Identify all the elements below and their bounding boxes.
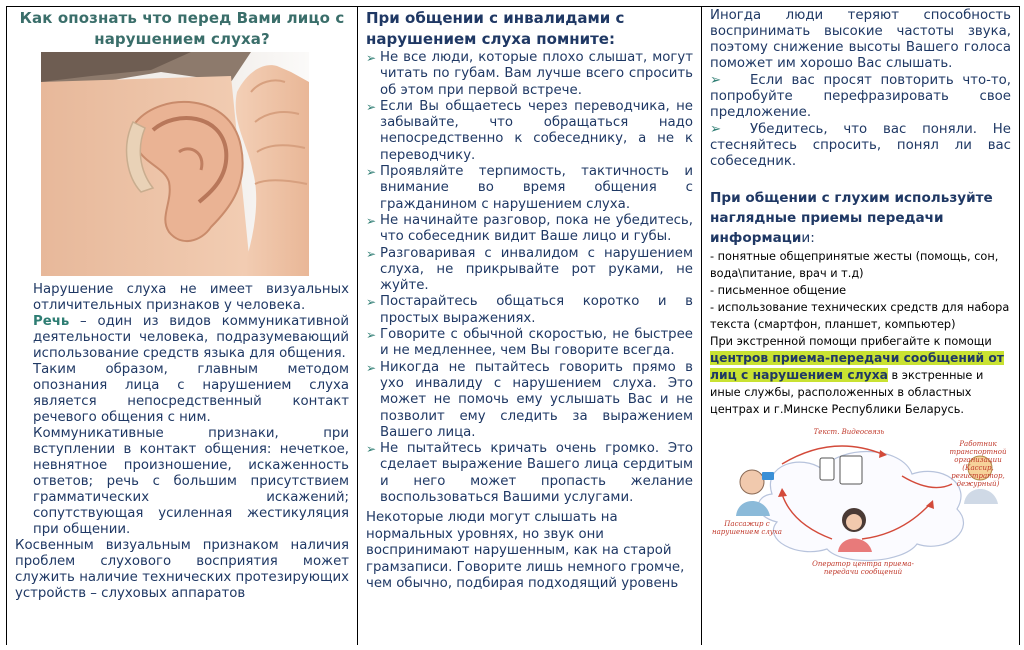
list-item: ➢ Никогда не пытайтесь говорить прямо в ухо инвалиду с нарушением слуха. Это может не помочь ему услышать Вас и не позволит ему следить за выражением Вашего лица. — [366, 359, 693, 440]
speech-term: Речь — [33, 314, 70, 329]
list-item: ➢ Не начинайте разговор, пока не убедитесь, что собеседник видит Ваше лицо и губы. — [366, 212, 693, 245]
emergency-text: При экстренной помощи прибегайте к помощи центров приема-передачи сообщений от лиц с нарушением слуха в экстренные и иные службы, расположенных в областных центрах и г.Минске Республики Беларусь. — [710, 335, 1004, 416]
relay-service-diagram — [712, 424, 1012, 576]
arrow-bullet-icon: ➢ — [710, 73, 722, 88]
speech-definition — [33, 314, 349, 362]
confirm-text: ➢ Убедитесь, что вас поняли. Не стесняйтесь спросить, понял ли вас собеседник. — [710, 122, 1011, 169]
list-item: ➢ Проявляйте терпимость, тактичность и внимание во время общения с гражданином с нарушением слуха. — [366, 164, 693, 212]
list-item: ➢ Разговаривая с инвалидом с нарушением слуха, не прикрывайте рот руками, не жуйте. — [366, 245, 693, 294]
method-item: - понятные общепринятые жесты (помощь, сон, вода\питание, врач и т.д) — [710, 250, 999, 280]
intro-text: Нарушение слуха не имеет визуальных отличительных признаков у человека. — [33, 282, 349, 313]
indirect-sign-text: Косвенным визуальным признаком наличия проблем слухового восприятия может служить наличие технических протезирующих устройств – слуховых аппаратов — [15, 538, 349, 601]
rephrase-text: ➢ Если вас просят повторить что-то, попробуйте перефразировать свое предложение. — [710, 73, 1011, 120]
list-item: ➢ Если Вы общаетесь через переводчика, не забывайте, что обращаться надо непосредственно к собеседнику, а не к переводчику. — [366, 98, 693, 163]
method-item: - письменное общение — [710, 284, 847, 297]
column-identify — [7, 7, 358, 645]
column1-title: Как опознать что перед Вами лицо с нарушением слуха? — [19, 9, 345, 48]
method-text: Таким образом, главным методом опознания лица с нарушением слуха является непосредственный контакт речевого общения с ним. — [33, 362, 349, 425]
ear-hand-illustration — [41, 52, 309, 276]
diagram-label-left: Пассажир с нарушением слуха — [712, 520, 782, 536]
speech-definition-text: – один из видов коммуникативной деятельности человека, подразумевающий использование средств языка для общения. — [33, 314, 349, 361]
method-item: - использование технических средств для набора текста (смартфон, планшет, компьютер) — [710, 301, 1010, 331]
highlighted-centers: центров приема-передачи сообщений от лиц с нарушением слуха — [710, 351, 1004, 382]
list-item: ➢ Говорите с обычной скоростью, не быстрее и не медленнее, чем Вы говорите всегда. — [366, 327, 693, 359]
deaf-communication-title: При общении с глухим используйте наглядные приемы передачи информации: — [710, 190, 993, 246]
arrow-bullet-icon: ➢ — [366, 360, 377, 375]
arrow-bullet-icon: ➢ — [710, 122, 722, 137]
diagram-label-top: Текст. Видеосвязь — [813, 428, 885, 436]
arrow-bullet-icon: ➢ — [366, 295, 377, 310]
arrow-bullet-icon: ➢ — [366, 246, 377, 261]
column-tips — [358, 7, 702, 645]
diagram-label-right: Работник транспортной организации (Кассир, регистратор, дежурный) — [949, 440, 1007, 488]
list-item: ➢ Постарайтесь общаться коротко и в простых выражениях. — [366, 294, 693, 326]
tips-list — [358, 50, 701, 506]
arrow-bullet-icon: ➢ — [366, 51, 377, 65]
frequency-text: Иногда люди теряют способность воспринимать высокие частоты звука, поэтому снижение высоты Вашего голоса поможет им хорошо Вас слышать. — [710, 8, 1011, 71]
arrow-bullet-icon: ➢ — [366, 165, 377, 180]
outro-text: Некоторые люди могут слышать на нормальных уровнях, но звук они воспринимают нарушенным, как на старой грамзаписи. Говорите лишь немного громче, чем обычно, подбирая подходящий уровень — [366, 510, 685, 592]
signs-text: Коммуникативные признаки, при вступлении в контакт общения: нечеткое, невнятное произношение, искаженность ответов; речь с большим присутствием грамматических искажений; сопутствующая усиленная жестикуляция при общении. — [33, 426, 349, 537]
ear-photo — [41, 52, 309, 276]
column-communication — [702, 7, 1019, 645]
arrow-bullet-icon: ➢ — [366, 328, 377, 343]
column2-title: При общении с инвалидами с нарушением слуха помните: — [366, 9, 625, 48]
arrow-bullet-icon: ➢ — [366, 213, 377, 228]
diagram-label-bottom: Оператор центра приема-передачи сообщений — [812, 560, 914, 576]
list-item: ➢ Не все люди, которые плохо слышат, могут читать по губам. Вам лучше всего спросить об этом при первой встрече. — [366, 50, 693, 98]
arrow-bullet-icon: ➢ — [366, 442, 377, 457]
arrow-bullet-icon: ➢ — [366, 99, 377, 114]
list-item: ➢ Не пытайтесь кричать очень громко. Это сделает выражение Вашего лица сердитым и него может пропасть желание воспользоваться Вашими услугами. — [366, 441, 693, 506]
leaflet-page — [6, 6, 1020, 645]
